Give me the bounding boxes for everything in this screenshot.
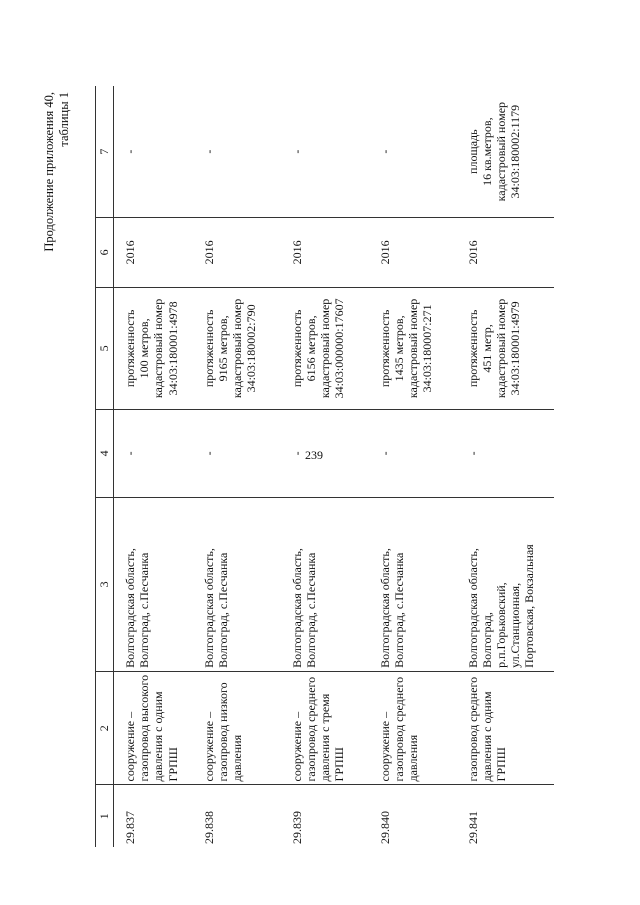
cell-address-line: Волгоград, (479, 612, 494, 668)
cell-col7 (466, 86, 554, 217)
cell-name-line: газопровод низкого (215, 682, 230, 782)
cell-name-line: газопровод среднего (303, 676, 318, 782)
cell-col4: - (114, 409, 202, 497)
cell-characteristics-line: протяженность (465, 309, 480, 388)
cell-characteristics-line: протяженность (289, 309, 304, 388)
cell-col7 (114, 86, 202, 217)
cell-col7 (202, 86, 290, 217)
cell-year: 2016 (466, 217, 554, 287)
cell-name (202, 671, 290, 785)
cell-id: 29.839 (289, 811, 304, 844)
cell-address-line: Волгоградская область, (123, 548, 137, 668)
cell-id: 29.837 (123, 811, 137, 844)
caption-line-2: таблицы 1 (57, 92, 71, 147)
cell-name-line: давления (229, 734, 244, 782)
cell-id: 29.838 (201, 811, 216, 844)
column-number: 6 (96, 217, 114, 287)
cell-address (114, 497, 202, 671)
cell-col4: - (202, 409, 290, 497)
cell-address (378, 497, 466, 671)
cell-name (466, 671, 554, 785)
cell-characteristics (202, 287, 290, 409)
cell-name-line: давления с тремя (317, 693, 332, 782)
cell-year: 2016 (114, 217, 202, 287)
cell-name-line: газопровод высокого (137, 674, 152, 782)
cell-characteristics-line: 34:03:180002:790 (244, 304, 259, 393)
cell-year: 2016 (290, 217, 378, 287)
cell-id: 29.840 (377, 811, 392, 844)
cell-col7-line: - (377, 149, 392, 154)
cell-address-line: Волгоград, с.Песчанка (303, 552, 318, 668)
cell-characteristics-line: протяженность (377, 309, 392, 388)
table-row (114, 86, 202, 847)
cell-name-line: давления с одним (479, 691, 494, 782)
cell-col7-line: - (289, 149, 304, 154)
cell-address-line: Волгоградская область, (201, 548, 216, 668)
cell-col7-line: 34:03:180002:1179 (508, 104, 523, 199)
column-number: 7 (96, 86, 114, 217)
cell-address-line: Волгоград, с.Песчанка (391, 552, 406, 668)
cell-address (202, 497, 290, 671)
cell-col7-line: - (123, 149, 137, 154)
cell-characteristics (290, 287, 378, 409)
column-number: 4 (96, 409, 114, 497)
cell-name-line: ГРПШ (165, 747, 180, 782)
page-number: 239 (305, 448, 323, 462)
cell-characteristics-line: протяженность (201, 309, 216, 388)
table-row (466, 86, 554, 847)
cell-address-line: р.п.Горьковский, (493, 582, 508, 668)
cell-col4: - (378, 409, 466, 497)
objects-table (95, 86, 554, 847)
cell-characteristics-line: 100 метров, (137, 318, 152, 379)
column-number: 2 (96, 671, 114, 785)
cell-name-line: сооружение – (289, 711, 304, 782)
column-number: 1 (96, 785, 114, 847)
cell-characteristics (114, 287, 202, 409)
cell-name (378, 671, 466, 785)
cell-characteristics-line: кадастровый номер (317, 298, 332, 399)
cell-characteristics-line: кадастровый номер (405, 298, 420, 399)
cell-name-line: сооружение – (201, 711, 216, 782)
cell-name (290, 671, 378, 785)
cell-address-line: Волгоградская область, (377, 548, 392, 668)
cell-col7-line: - (201, 149, 216, 154)
cell-name-line: давления с одним (151, 691, 166, 782)
cell-name-line: ГРПШ (332, 747, 347, 782)
cell-characteristics-line: 9165 метров, (215, 315, 230, 382)
cell-address-line: Волгоград, с.Песчанка (137, 552, 152, 668)
cell-address-line: Волгоградская область, (465, 548, 480, 668)
cell-characteristics-line: кадастровый номер (493, 298, 508, 399)
column-number-row (96, 86, 114, 847)
cell-characteristics-line: 34:03:180007:271 (420, 304, 435, 393)
cell-year: 2016 (202, 217, 290, 287)
cell-col7 (378, 86, 466, 217)
caption-line-1: Продолжение приложения 40, (42, 92, 56, 252)
cell-characteristics-line: 34:03:180001:4978 (165, 301, 180, 396)
cell-address-line: Волгоград, с.Песчанка (215, 552, 230, 668)
cell-characteristics (378, 287, 466, 409)
cell-characteristics-line: кадастровый номер (151, 298, 166, 399)
cell-col7-line: 16 кв.метров, (479, 117, 494, 186)
cell-characteristics-line: 451 метр, (479, 324, 494, 373)
table-row (202, 86, 290, 847)
table-row (378, 86, 466, 847)
cell-year: 2016 (378, 217, 466, 287)
cell-characteristics-line: 34:03:180001:4979 (508, 301, 523, 396)
cell-col7-line: площадь (465, 129, 480, 174)
cell-name-line: давления (405, 734, 420, 782)
table-body (114, 86, 554, 847)
table-caption (42, 92, 72, 252)
cell-characteristics-line: 34:03:000000:17607 (332, 298, 347, 399)
cell-characteristics-line: протяженность (123, 309, 137, 388)
cell-characteristics-line: 1435 метров, (391, 315, 406, 382)
cell-characteristics (466, 287, 554, 409)
cell-characteristics-line: кадастровый номер (229, 298, 244, 399)
cell-name-line: ГРПШ (493, 747, 508, 782)
cell-address-line: Волгоградская область, (289, 548, 304, 668)
cell-address (290, 497, 378, 671)
cell-col7 (290, 86, 378, 217)
cell-name-line: сооружение – (123, 711, 137, 782)
table-row (290, 86, 378, 847)
cell-col7-line: кадастровый номер (493, 101, 508, 202)
cell-name (114, 671, 202, 785)
column-number: 5 (96, 287, 114, 409)
column-number: 3 (96, 497, 114, 671)
cell-address-line: Портовская, Вокзальная (522, 544, 537, 668)
cell-col4: - (466, 409, 554, 497)
cell-name-line: сооружение – (377, 711, 392, 782)
cell-name-line: газопровод среднего (465, 676, 480, 782)
cell-address-line: ул.Станционная, (508, 582, 523, 668)
cell-characteristics-line: 6156 метров, (303, 315, 318, 382)
cell-address (466, 497, 554, 671)
cell-id: 29.841 (465, 811, 480, 844)
cell-name-line: газопровод среднего (391, 676, 406, 782)
cell-col4: - (290, 409, 378, 497)
